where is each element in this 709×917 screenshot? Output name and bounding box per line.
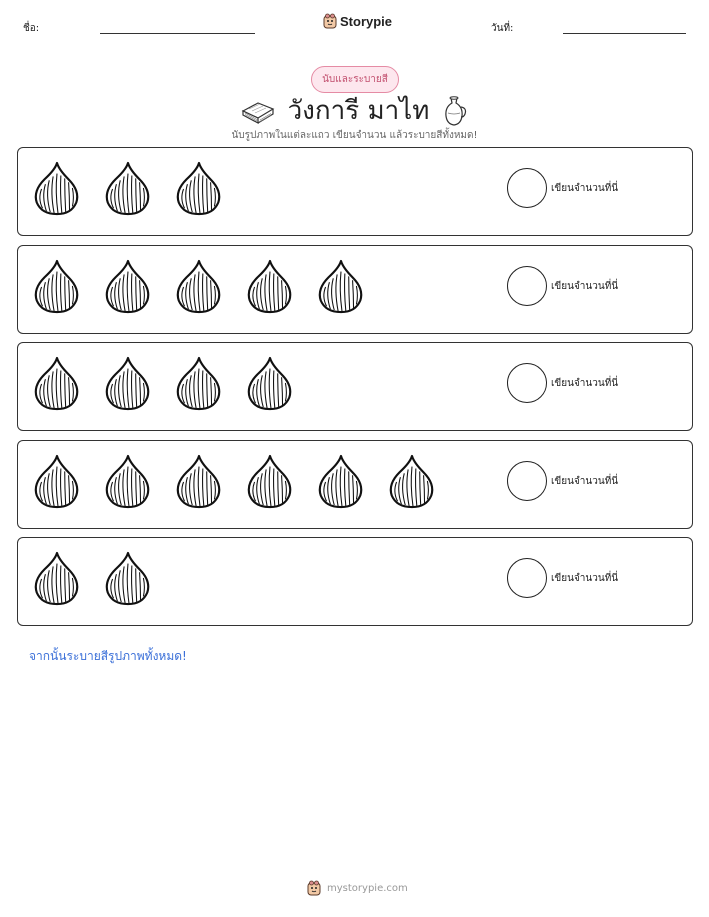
name-line[interactable] — [100, 33, 255, 34]
onion-icon[interactable] — [385, 453, 439, 511]
onion-icon[interactable] — [30, 355, 84, 413]
date-label: วันที่: — [491, 23, 514, 34]
answer-label: เขียนจำนวนที่นี่ — [551, 573, 619, 584]
footer-site-text[interactable]: mystorypie.com — [327, 882, 408, 894]
count-row-4 — [17, 440, 693, 529]
count-row-2 — [17, 245, 693, 334]
onion-icon[interactable] — [172, 258, 226, 316]
answer-circle[interactable] — [507, 266, 547, 306]
onion-icon[interactable] — [101, 160, 155, 218]
onion-icon[interactable] — [30, 550, 84, 608]
answer-label: เขียนจำนวนที่นี่ — [551, 378, 619, 389]
onion-icon[interactable] — [314, 258, 368, 316]
activity-badge: นับและระบายสี — [311, 66, 399, 93]
onion-icon[interactable] — [101, 258, 155, 316]
row-items — [30, 160, 226, 218]
answer-label: เขียนจำนวนที่นี่ — [551, 281, 619, 292]
onion-icon[interactable] — [243, 453, 297, 511]
onion-icon[interactable] — [30, 160, 84, 218]
name-label: ชื่อ: — [23, 23, 40, 34]
count-row-5 — [17, 537, 693, 626]
title-row — [0, 90, 709, 131]
date-line[interactable] — [563, 33, 686, 34]
footer-site — [307, 880, 408, 896]
answer-circle[interactable] — [507, 558, 547, 598]
onion-icon[interactable] — [243, 258, 297, 316]
answer-label: เขียนจำนวนที่นี่ — [551, 476, 619, 487]
page-title: วังการี มาไท — [287, 96, 430, 126]
onion-icon[interactable] — [314, 453, 368, 511]
instructions: นับรูปภาพในแต่ละแถว เขียนจำนวน แล้วระบายสีทั้งหมด! — [231, 130, 478, 141]
onion-icon[interactable] — [30, 258, 84, 316]
row-items — [30, 550, 155, 608]
jug-icon — [441, 95, 469, 127]
answer-circle[interactable] — [507, 461, 547, 501]
row-items — [30, 453, 439, 511]
count-row-1 — [17, 147, 693, 236]
onion-icon[interactable] — [172, 160, 226, 218]
onion-icon[interactable] — [30, 453, 84, 511]
onion-icon[interactable] — [101, 355, 155, 413]
brand-name: Storypie — [340, 13, 393, 29]
answer-circle[interactable] — [507, 168, 547, 208]
storypie-logo-icon — [307, 880, 321, 896]
onion-icon[interactable] — [101, 453, 155, 511]
onion-icon[interactable] — [101, 550, 155, 608]
onion-icon[interactable] — [172, 355, 226, 413]
row-items — [30, 355, 297, 413]
brand — [323, 13, 392, 29]
book-icon — [240, 97, 276, 125]
count-row-3 — [17, 342, 693, 431]
storypie-logo-icon — [323, 13, 337, 29]
onion-icon[interactable] — [172, 453, 226, 511]
row-items — [30, 258, 368, 316]
answer-label: เขียนจำนวนที่นี่ — [551, 183, 619, 194]
answer-circle[interactable] — [507, 363, 547, 403]
footer-instruction: จากนั้นระบายสีรูปภาพทั้งหมด! — [29, 649, 187, 663]
onion-icon[interactable] — [243, 355, 297, 413]
